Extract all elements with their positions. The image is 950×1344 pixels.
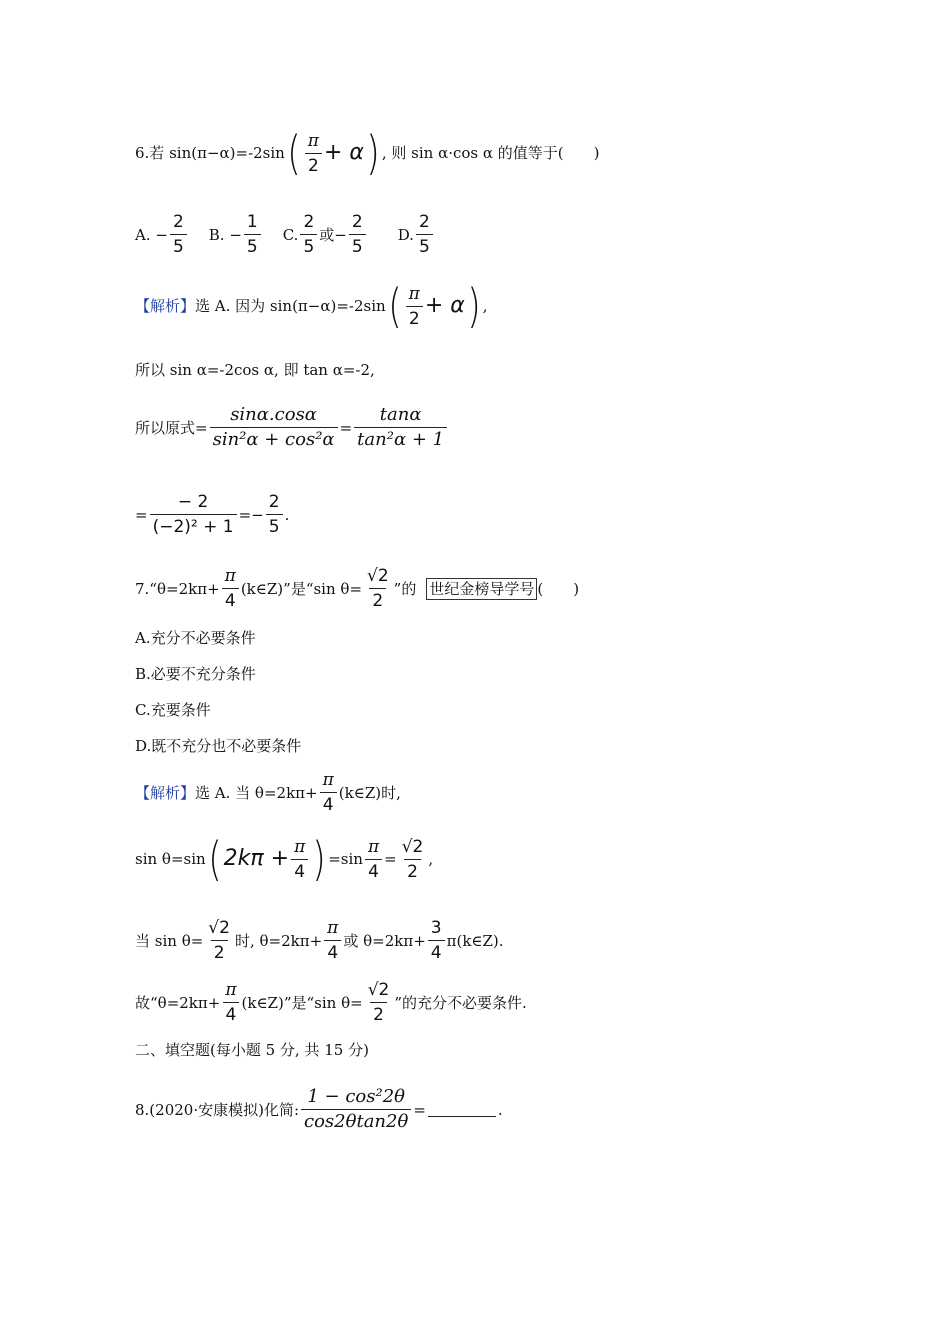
q7-solution-3: 当 sin θ= $\frac{√2}{2}$ 时, θ=2kπ+ $\frac{\pi}{4}$ 或 θ=2kπ+ $\frac{3}{4}$ π(k∈Z). bbox=[135, 918, 504, 963]
q7-option-d: D.既不充分也不必要条件 bbox=[135, 737, 302, 755]
fraction: $\frac{\pi}{4}$ bbox=[324, 918, 341, 963]
q7-option-c: C.充要条件 bbox=[135, 701, 211, 719]
q7-stem: 7.“θ=2kπ+ $\frac{\pi}{4}$ (k∈Z)”是“sin θ= $\frac{√2}{2}$ ”的 世纪金榜导学号 ( ) bbox=[135, 566, 580, 611]
q7-option-a: A.充分不必要条件 bbox=[135, 629, 256, 647]
q6-solution-3: 所以原式= $\frac{\sin\alpha.\cos\alpha}{\text{sin²α + cos²α}}$ = $\frac{\tan\alpha}{\text{tan²α + 1}}$ bbox=[135, 405, 449, 450]
fraction: $\frac{\text{1 − cos²2θ}}{\cos 2\theta\tan 2\theta}$ bbox=[301, 1087, 411, 1132]
solution-tag: 【解析】 bbox=[135, 297, 196, 315]
fraction: $\frac{√2}{2}$ bbox=[367, 566, 389, 611]
fraction: $\frac{2}{5}$ bbox=[349, 212, 366, 257]
fraction: $\frac{2}{5}$ bbox=[266, 492, 283, 537]
fraction: $\frac{\sin\alpha.\cos\alpha}{\text{sin²α + cos²α}}$ bbox=[210, 405, 338, 450]
solution-tag: 【解析】 bbox=[135, 783, 196, 802]
left-paren: ( bbox=[387, 279, 402, 333]
q6-solution-4: = $\frac{- 2}{\text{(−2)² + 1}}$ =− $\frac{2}{5}$ . bbox=[135, 492, 290, 537]
fraction: $\frac{\pi}{4}$ bbox=[222, 980, 239, 1025]
fraction: 2 5 bbox=[300, 212, 317, 257]
q7-solution-2: sin θ=sin ( 2kπ + $\frac{\pi}{4}$ ) =sin $\frac{\pi}{4}$ = $\frac{√2}{2}$ , bbox=[135, 832, 434, 886]
fraction: $\frac{\pi}{4}$ bbox=[291, 837, 308, 882]
left-paren: ( bbox=[207, 832, 222, 886]
fraction: $\frac{\tan\alpha}{\text{tan²α + 1}}$ bbox=[354, 405, 447, 450]
fraction: $\frac{1}{5}$ bbox=[244, 212, 261, 257]
answer-blank[interactable] bbox=[428, 1102, 496, 1117]
fraction: $\frac{\pi}{4}$ bbox=[365, 837, 382, 882]
fraction: 2 5 bbox=[416, 212, 433, 257]
q6-stem: 6.若 sin(π−α)=-2sin ( π 2 + α ) , 则 sin α·cos α 的值等于( ) bbox=[135, 126, 600, 180]
fraction: $\frac{- 2}{\text{(−2)² + 1}}$ bbox=[150, 492, 237, 537]
fraction: $\frac{√2}{2}$ bbox=[208, 918, 230, 963]
q7-option-b: B.必要不充分条件 bbox=[135, 665, 256, 683]
fraction: $\frac{√2}{2}$ bbox=[401, 836, 424, 882]
q6-options: A. − $\frac{2}{5}$ B. − $\frac{1}{5}$ C. 2 5 或− $\frac{2}{5}$ D. 2 5 bbox=[135, 212, 435, 257]
fraction: $\frac{\pi}{4}$ bbox=[222, 566, 239, 611]
right-paren: ) bbox=[467, 279, 481, 333]
fraction: $\frac{\pi}{4}$ bbox=[320, 770, 337, 815]
section-heading: 二、填空题(每小题 5 分, 共 15 分) bbox=[135, 1041, 369, 1059]
right-paren: ) bbox=[366, 126, 380, 180]
q7-solution-1: 【解析】 选 A. 当 θ=2kπ+ $\frac{\pi}{4}$ (k∈Z)时, bbox=[135, 770, 401, 815]
fraction: $\frac{3}{4}$ bbox=[428, 918, 445, 963]
left-paren: ( bbox=[287, 126, 301, 180]
q6-solution-2: 所以 sin α=-2cos α, 即 tan α=-2, bbox=[135, 361, 375, 379]
q6-solution-1: 【解析】 选 A. 因为 sin(π−α)=-2sin ( π 2 + α ) , bbox=[135, 279, 488, 333]
fraction: $\frac{2}{5}$ bbox=[170, 212, 187, 257]
right-paren: ) bbox=[312, 832, 326, 886]
fraction: π 2 bbox=[406, 284, 423, 329]
q7-solution-4: 故“θ=2kπ+ $\frac{\pi}{4}$ (k∈Z)”是“sin θ= $\frac{√2}{2}$ ”的充分不必要条件. bbox=[135, 980, 527, 1025]
q8-stem: 8.(2020·安康模拟)化简: $\frac{\text{1 − cos²2θ}}{\cos 2\theta\tan 2\theta}$ = . bbox=[135, 1086, 503, 1132]
fraction: π 2 bbox=[305, 131, 322, 176]
boxed-label: 世纪金榜导学号 bbox=[426, 578, 537, 600]
fraction: $\frac{√2}{2}$ bbox=[367, 980, 390, 1025]
